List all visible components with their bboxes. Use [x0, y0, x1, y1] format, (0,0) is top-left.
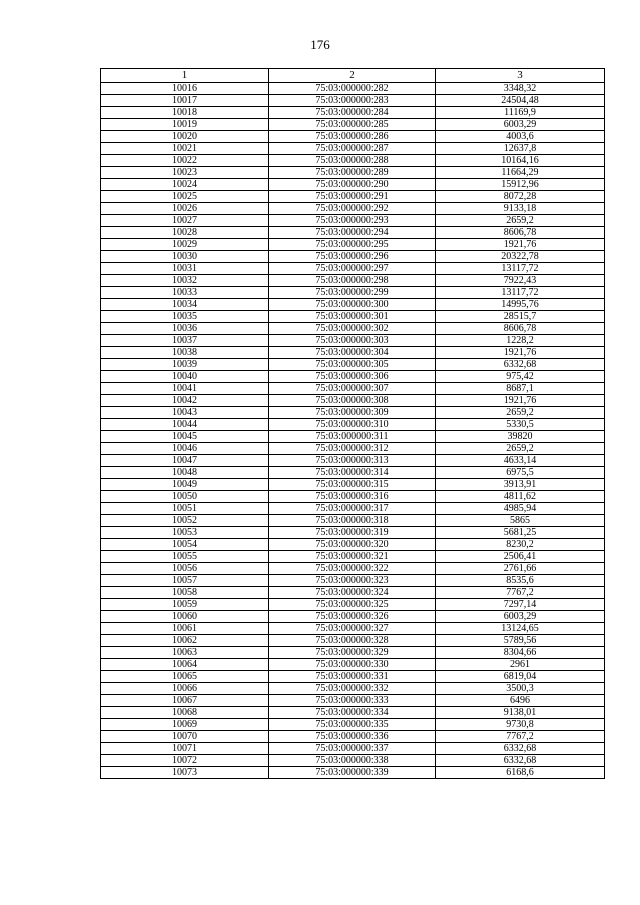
value-cell: 9133,18 [436, 203, 605, 215]
column-header: 2 [269, 69, 436, 83]
table-row [101, 323, 605, 335]
value-cell: 6496 [436, 695, 605, 707]
table-row [101, 371, 605, 383]
cadastral-number-cell: 75:03:000000:296 [269, 251, 436, 263]
table-row [101, 683, 605, 695]
table-row [101, 395, 605, 407]
row-number-cell: 10059 [101, 599, 269, 611]
value-cell: 8304,66 [436, 647, 605, 659]
row-number-cell: 10071 [101, 743, 269, 755]
table-row [101, 563, 605, 575]
table-row [101, 755, 605, 767]
table-row [101, 587, 605, 599]
value-cell: 5681,25 [436, 527, 605, 539]
data-table [100, 68, 605, 779]
value-cell: 12637,8 [436, 143, 605, 155]
cadastral-number-cell: 75:03:000000:310 [269, 419, 436, 431]
row-number-cell: 10044 [101, 419, 269, 431]
value-cell: 975,42 [436, 371, 605, 383]
table-row [101, 203, 605, 215]
table-row [101, 311, 605, 323]
value-cell: 13117,72 [436, 287, 605, 299]
cadastral-number-cell: 75:03:000000:325 [269, 599, 436, 611]
row-number-cell: 10040 [101, 371, 269, 383]
cadastral-number-cell: 75:03:000000:287 [269, 143, 436, 155]
table-row [101, 431, 605, 443]
row-number-cell: 10032 [101, 275, 269, 287]
table-row [101, 119, 605, 131]
table-row [101, 419, 605, 431]
value-cell: 8230,2 [436, 539, 605, 551]
value-cell: 6975,5 [436, 467, 605, 479]
row-number-cell: 10025 [101, 191, 269, 203]
row-number-cell: 10042 [101, 395, 269, 407]
cadastral-number-cell: 75:03:000000:327 [269, 623, 436, 635]
row-number-cell: 10038 [101, 347, 269, 359]
value-cell: 14995,76 [436, 299, 605, 311]
cadastral-number-cell: 75:03:000000:335 [269, 719, 436, 731]
cadastral-number-cell: 75:03:000000:321 [269, 551, 436, 563]
value-cell: 5789,56 [436, 635, 605, 647]
row-number-cell: 10021 [101, 143, 269, 155]
table-row [101, 527, 605, 539]
cadastral-number-cell: 75:03:000000:292 [269, 203, 436, 215]
row-number-cell: 10018 [101, 107, 269, 119]
cadastral-number-cell: 75:03:000000:320 [269, 539, 436, 551]
value-cell: 8606,78 [436, 227, 605, 239]
cadastral-number-cell: 75:03:000000:338 [269, 755, 436, 767]
cadastral-number-cell: 75:03:000000:290 [269, 179, 436, 191]
cadastral-number-cell: 75:03:000000:328 [269, 635, 436, 647]
row-number-cell: 10070 [101, 731, 269, 743]
value-cell: 6332,68 [436, 359, 605, 371]
cadastral-number-cell: 75:03:000000:288 [269, 155, 436, 167]
table-row [101, 659, 605, 671]
value-cell: 4633,14 [436, 455, 605, 467]
cadastral-number-cell: 75:03:000000:301 [269, 311, 436, 323]
column-header: 3 [436, 69, 605, 83]
table-row [101, 647, 605, 659]
row-number-cell: 10049 [101, 479, 269, 491]
value-cell: 39820 [436, 431, 605, 443]
value-cell: 7297,14 [436, 599, 605, 611]
value-cell: 2659,2 [436, 443, 605, 455]
row-number-cell: 10067 [101, 695, 269, 707]
table-row [101, 635, 605, 647]
value-cell: 20322,78 [436, 251, 605, 263]
value-cell: 1921,76 [436, 395, 605, 407]
cadastral-number-cell: 75:03:000000:295 [269, 239, 436, 251]
value-cell: 9730,8 [436, 719, 605, 731]
row-number-cell: 10072 [101, 755, 269, 767]
value-cell: 6168,6 [436, 767, 605, 779]
table-row [101, 707, 605, 719]
table-row [101, 491, 605, 503]
value-cell: 13124,65 [436, 623, 605, 635]
table-row [101, 179, 605, 191]
row-number-cell: 10054 [101, 539, 269, 551]
cadastral-number-cell: 75:03:000000:283 [269, 95, 436, 107]
cadastral-number-cell: 75:03:000000:334 [269, 707, 436, 719]
table-row [101, 443, 605, 455]
row-number-cell: 10024 [101, 179, 269, 191]
value-cell: 6003,29 [436, 611, 605, 623]
table-row [101, 335, 605, 347]
row-number-cell: 10026 [101, 203, 269, 215]
value-cell: 2659,2 [436, 407, 605, 419]
table-row [101, 239, 605, 251]
cadastral-number-cell: 75:03:000000:304 [269, 347, 436, 359]
cadastral-number-cell: 75:03:000000:291 [269, 191, 436, 203]
cadastral-number-cell: 75:03:000000:286 [269, 131, 436, 143]
row-number-cell: 10041 [101, 383, 269, 395]
row-number-cell: 10057 [101, 575, 269, 587]
value-cell: 1228,2 [436, 335, 605, 347]
row-number-cell: 10019 [101, 119, 269, 131]
value-cell: 5330,5 [436, 419, 605, 431]
cadastral-number-cell: 75:03:000000:303 [269, 335, 436, 347]
row-number-cell: 10045 [101, 431, 269, 443]
table-row [101, 215, 605, 227]
cadastral-number-cell: 75:03:000000:337 [269, 743, 436, 755]
row-number-cell: 10046 [101, 443, 269, 455]
cadastral-number-cell: 75:03:000000:300 [269, 299, 436, 311]
row-number-cell: 10039 [101, 359, 269, 371]
row-number-cell: 10060 [101, 611, 269, 623]
table-row [101, 131, 605, 143]
column-header: 1 [101, 69, 269, 83]
row-number-cell: 10043 [101, 407, 269, 419]
cadastral-number-cell: 75:03:000000:306 [269, 371, 436, 383]
value-cell: 2659,2 [436, 215, 605, 227]
value-cell: 13117,72 [436, 263, 605, 275]
row-number-cell: 10036 [101, 323, 269, 335]
cadastral-number-cell: 75:03:000000:329 [269, 647, 436, 659]
table-row [101, 671, 605, 683]
value-cell: 3500,3 [436, 683, 605, 695]
row-number-cell: 10051 [101, 503, 269, 515]
value-cell: 1921,76 [436, 347, 605, 359]
cadastral-number-cell: 75:03:000000:282 [269, 83, 436, 95]
value-cell: 4811,62 [436, 491, 605, 503]
table-row [101, 275, 605, 287]
row-number-cell: 10029 [101, 239, 269, 251]
value-cell: 6332,68 [436, 743, 605, 755]
cadastral-number-cell: 75:03:000000:309 [269, 407, 436, 419]
cadastral-number-cell: 75:03:000000:285 [269, 119, 436, 131]
cadastral-number-cell: 75:03:000000:307 [269, 383, 436, 395]
row-number-cell: 10035 [101, 311, 269, 323]
value-cell: 24504,48 [436, 95, 605, 107]
row-number-cell: 10016 [101, 83, 269, 95]
value-cell: 2761,66 [436, 563, 605, 575]
cadastral-number-cell: 75:03:000000:308 [269, 395, 436, 407]
table-row [101, 515, 605, 527]
row-number-cell: 10031 [101, 263, 269, 275]
table-row [101, 623, 605, 635]
table-row [101, 287, 605, 299]
cadastral-number-cell: 75:03:000000:317 [269, 503, 436, 515]
cadastral-number-cell: 75:03:000000:298 [269, 275, 436, 287]
cadastral-number-cell: 75:03:000000:314 [269, 467, 436, 479]
table-header-row [101, 69, 605, 83]
table-row [101, 479, 605, 491]
value-cell: 10164,16 [436, 155, 605, 167]
cadastral-number-cell: 75:03:000000:332 [269, 683, 436, 695]
row-number-cell: 10047 [101, 455, 269, 467]
cadastral-number-cell: 75:03:000000:331 [269, 671, 436, 683]
row-number-cell: 10065 [101, 671, 269, 683]
cadastral-number-cell: 75:03:000000:326 [269, 611, 436, 623]
value-cell: 7767,2 [436, 731, 605, 743]
cadastral-number-cell: 75:03:000000:311 [269, 431, 436, 443]
cadastral-number-cell: 75:03:000000:302 [269, 323, 436, 335]
value-cell: 3913,91 [436, 479, 605, 491]
row-number-cell: 10017 [101, 95, 269, 107]
value-cell: 7922,43 [436, 275, 605, 287]
cadastral-number-cell: 75:03:000000:339 [269, 767, 436, 779]
table-row [101, 539, 605, 551]
table-row [101, 299, 605, 311]
table-row [101, 695, 605, 707]
cadastral-number-cell: 75:03:000000:323 [269, 575, 436, 587]
cadastral-number-cell: 75:03:000000:289 [269, 167, 436, 179]
row-number-cell: 10068 [101, 707, 269, 719]
cadastral-number-cell: 75:03:000000:333 [269, 695, 436, 707]
table-row [101, 599, 605, 611]
value-cell: 28515,7 [436, 311, 605, 323]
table-row [101, 107, 605, 119]
value-cell: 6003,29 [436, 119, 605, 131]
value-cell: 6819,04 [436, 671, 605, 683]
table-row [101, 359, 605, 371]
cadastral-number-cell: 75:03:000000:294 [269, 227, 436, 239]
table-row [101, 95, 605, 107]
value-cell: 2961 [436, 659, 605, 671]
row-number-cell: 10053 [101, 527, 269, 539]
table-row [101, 575, 605, 587]
value-cell: 8687,1 [436, 383, 605, 395]
row-number-cell: 10048 [101, 467, 269, 479]
row-number-cell: 10030 [101, 251, 269, 263]
table-row [101, 743, 605, 755]
cadastral-number-cell: 75:03:000000:324 [269, 587, 436, 599]
value-cell: 11169,9 [436, 107, 605, 119]
table-row [101, 227, 605, 239]
table-row [101, 155, 605, 167]
value-cell: 7767,2 [436, 587, 605, 599]
cadastral-number-cell: 75:03:000000:319 [269, 527, 436, 539]
value-cell: 3348,32 [436, 83, 605, 95]
value-cell: 8606,78 [436, 323, 605, 335]
row-number-cell: 10064 [101, 659, 269, 671]
row-number-cell: 10034 [101, 299, 269, 311]
value-cell: 1921,76 [436, 239, 605, 251]
table-row [101, 383, 605, 395]
row-number-cell: 10052 [101, 515, 269, 527]
cadastral-number-cell: 75:03:000000:330 [269, 659, 436, 671]
cadastral-number-cell: 75:03:000000:322 [269, 563, 436, 575]
value-cell: 4985,94 [436, 503, 605, 515]
cadastral-number-cell: 75:03:000000:315 [269, 479, 436, 491]
table-row [101, 551, 605, 563]
cadastral-number-cell: 75:03:000000:336 [269, 731, 436, 743]
table-row [101, 191, 605, 203]
value-cell: 9138,01 [436, 707, 605, 719]
cadastral-number-cell: 75:03:000000:284 [269, 107, 436, 119]
table-row [101, 731, 605, 743]
row-number-cell: 10069 [101, 719, 269, 731]
row-number-cell: 10066 [101, 683, 269, 695]
value-cell: 11664,29 [436, 167, 605, 179]
cadastral-number-cell: 75:03:000000:316 [269, 491, 436, 503]
value-cell: 4003,6 [436, 131, 605, 143]
table-row [101, 83, 605, 95]
table-row [101, 503, 605, 515]
row-number-cell: 10037 [101, 335, 269, 347]
row-number-cell: 10061 [101, 623, 269, 635]
cadastral-number-cell: 75:03:000000:293 [269, 215, 436, 227]
value-cell: 8072,28 [436, 191, 605, 203]
row-number-cell: 10058 [101, 587, 269, 599]
row-number-cell: 10056 [101, 563, 269, 575]
row-number-cell: 10028 [101, 227, 269, 239]
cadastral-number-cell: 75:03:000000:312 [269, 443, 436, 455]
row-number-cell: 10027 [101, 215, 269, 227]
row-number-cell: 10023 [101, 167, 269, 179]
table-row [101, 719, 605, 731]
table-row [101, 347, 605, 359]
cadastral-number-cell: 75:03:000000:313 [269, 455, 436, 467]
cadastral-number-cell: 75:03:000000:305 [269, 359, 436, 371]
table-body [101, 83, 605, 779]
cadastral-number-cell: 75:03:000000:299 [269, 287, 436, 299]
table-row [101, 467, 605, 479]
table-row [101, 263, 605, 275]
row-number-cell: 10062 [101, 635, 269, 647]
row-number-cell: 10055 [101, 551, 269, 563]
table-row [101, 143, 605, 155]
value-cell: 2506,41 [436, 551, 605, 563]
page-number: 176 [310, 37, 330, 52]
row-number-cell: 10033 [101, 287, 269, 299]
table-row [101, 251, 605, 263]
table-row [101, 611, 605, 623]
value-cell: 6332,68 [436, 755, 605, 767]
row-number-cell: 10020 [101, 131, 269, 143]
cadastral-number-cell: 75:03:000000:318 [269, 515, 436, 527]
value-cell: 8535,6 [436, 575, 605, 587]
table-row [101, 767, 605, 779]
table-row [101, 407, 605, 419]
table-row [101, 167, 605, 179]
value-cell: 15912,96 [436, 179, 605, 191]
row-number-cell: 10063 [101, 647, 269, 659]
row-number-cell: 10022 [101, 155, 269, 167]
row-number-cell: 10073 [101, 767, 269, 779]
cadastral-number-cell: 75:03:000000:297 [269, 263, 436, 275]
value-cell: 5865 [436, 515, 605, 527]
row-number-cell: 10050 [101, 491, 269, 503]
table-row [101, 455, 605, 467]
